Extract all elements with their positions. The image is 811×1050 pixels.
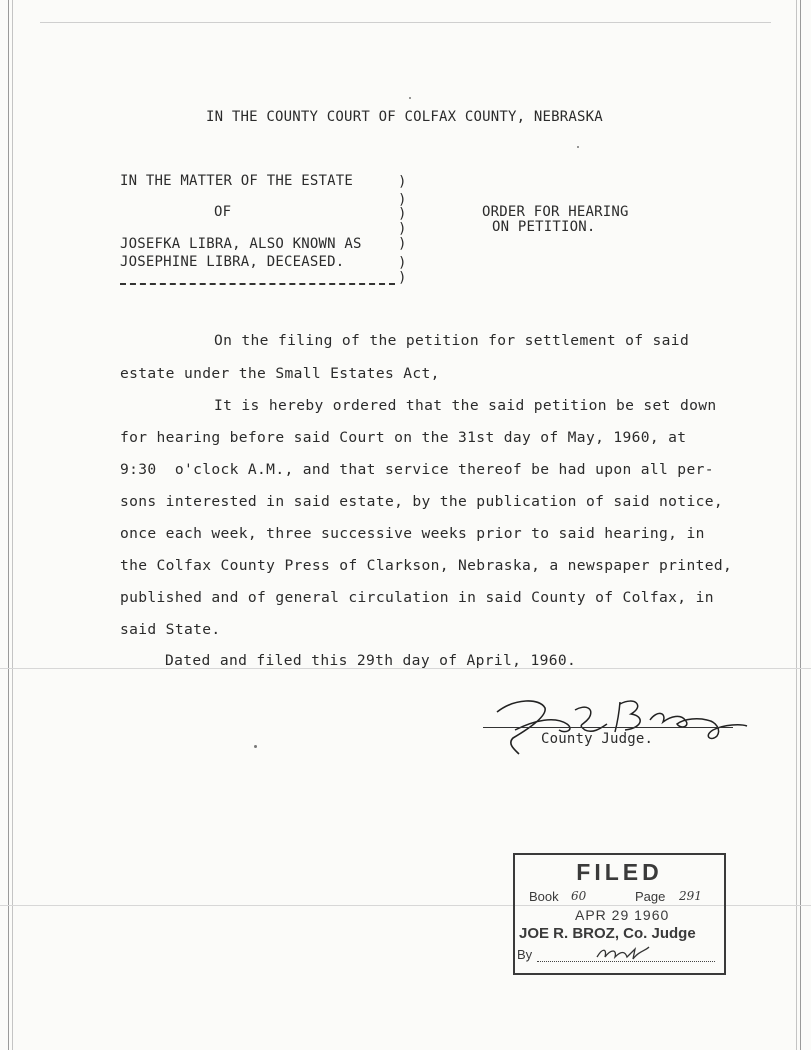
filed-stamp [513,853,726,975]
body-line: published and of general circulation in said County of Colfax, in [120,589,714,606]
caption-line: JOSEPHINE LIBRA, DECEASED. [120,254,345,270]
signature-title: County Judge. [541,731,654,747]
caption-bracket: ) [398,270,407,286]
signature-line [483,727,733,728]
stamp-date: APR 29 1960 [575,907,670,923]
body-line: sons interested in said estate, by the publication of said notice, [120,493,723,510]
document-title: ORDER FOR HEARING [482,204,629,220]
ink-speck [254,745,257,748]
body-line: On the filing of the petition for settlement of said [214,332,690,349]
caption-line: IN THE MATTER OF THE ESTATE [120,173,353,189]
body-line: said State. [120,621,221,638]
top-fold-line [40,22,771,23]
stamp-judge-line: JOE R. BROZ, Co. Judge [519,925,696,942]
left-edge-line [8,0,9,1050]
caption-line: OF [214,204,232,220]
judge-signature [485,690,755,760]
right-edge-line [796,0,797,1050]
stamp-book-value: 60 [571,889,587,903]
caption-dashed-rule [120,283,395,285]
stamp-page-label: Page [635,889,666,904]
ink-speck [577,146,579,148]
body-line: estate under the Small Estates Act, [120,365,440,382]
stamp-by-label: By [517,947,533,962]
document-title: ON PETITION. [492,219,596,235]
body-line: for hearing before said Court on the 31st day of May, 1960, at [120,429,687,446]
stamp-page-value: 291 [679,889,702,903]
filed-stamp-heading: FILED [576,859,663,885]
body-line: 9:30 o'clock A.M., and that service thereof be had upon all per- [120,461,714,478]
dated-line: Dated and filed this 29th day of April, 1960. [165,652,577,669]
caption-bracket: ) [398,192,407,208]
caption-bracket: ) [398,174,407,190]
stamp-clerk-initials [595,945,655,961]
caption-line: JOSEFKA LIBRA, ALSO KNOWN AS [120,236,362,252]
caption-bracket: ) [398,206,407,222]
body-line: the Colfax County Press of Clarkson, Nebraska, a newspaper printed, [120,557,733,574]
left-edge-line [12,0,13,1050]
body-line: It is hereby ordered that the said petition be set down [214,397,717,414]
right-edge-line [800,0,801,1050]
ink-speck [409,97,411,99]
caption-bracket: ) [398,255,407,271]
court-header: IN THE COUNTY COURT OF COLFAX COUNTY, NEBRASKA [206,109,603,125]
caption-bracket: ) [398,236,407,252]
stamp-by-line [537,961,715,962]
caption-bracket: ) [398,221,407,237]
body-line: once each week, three successive weeks prior to said hearing, in [120,525,705,542]
stamp-book-label: Book [529,889,559,904]
